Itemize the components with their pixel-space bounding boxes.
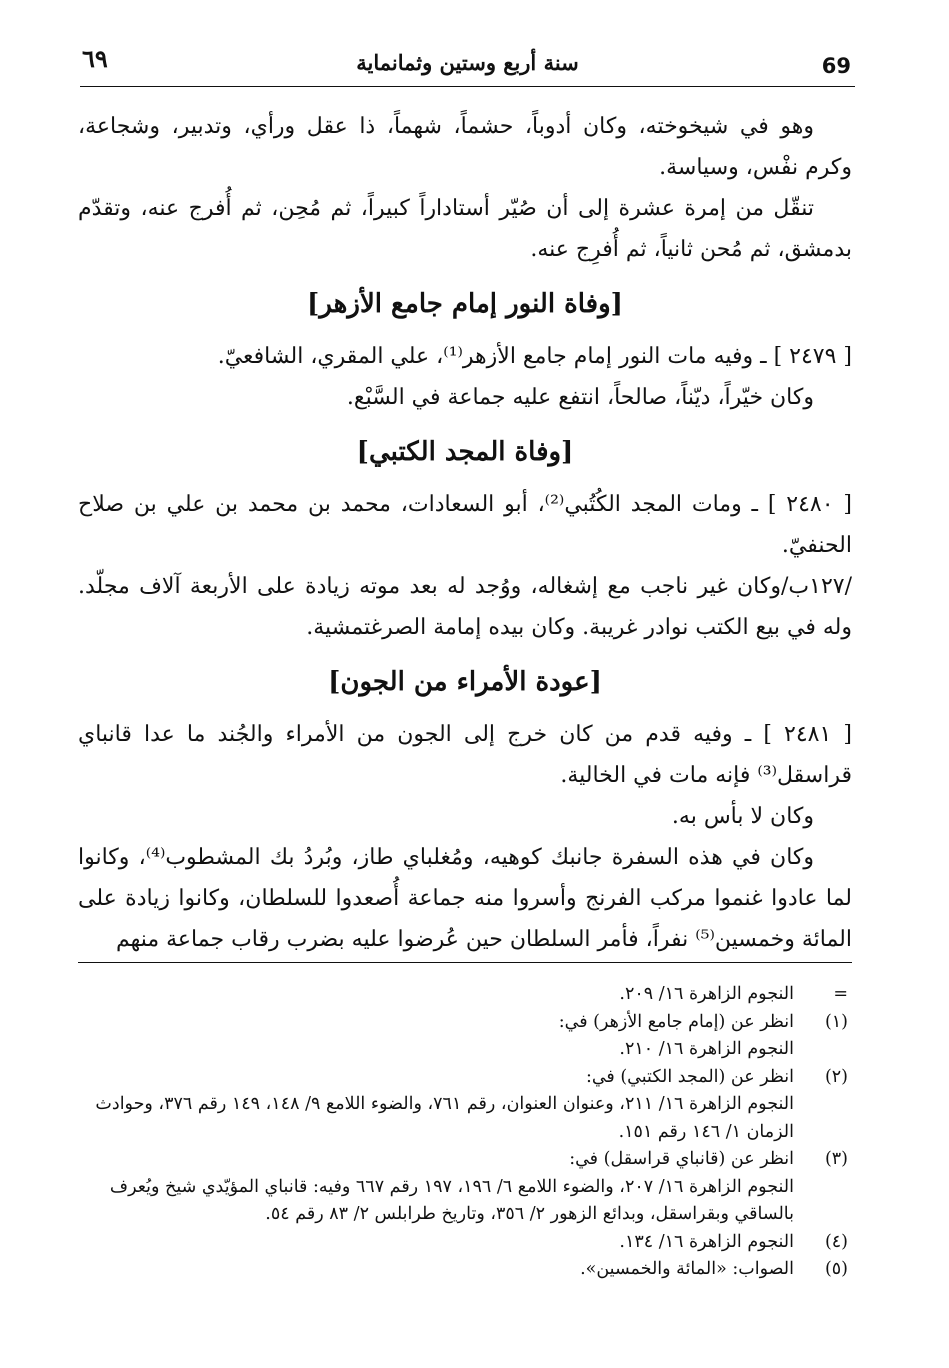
running-title: سنة أربع وستين وثمانماية — [356, 50, 579, 75]
paragraph: تنقّل من إمرة عشرة إلى أن صُيّر أستاداراً كبيراً، ثم مُحِن، ثم أُفرج عنه، وتقدّم بدمشق، ثم مُحن ثانياً، ثم أُفرِج عنه. — [78, 196, 852, 262]
section-heading: [وفاة النور إمام جامع الأزهر] — [307, 289, 623, 319]
paragraph: /١٢٧ب/وكان غير ناجب مع إشغاله، ووُجد له بعد موته زيادة على الأربعة آلاف مجلّد. وله في بيع الكتب نوادر غريبة. وكان بيده إمامة الصرغتمشية. — [78, 574, 852, 640]
footnote-1-source: النجوم الزاهرة ١٦/ ٢١٠. — [619, 1039, 794, 1059]
main-text — [78, 106, 852, 960]
footnote-text: النجوم الزاهرة ١٦/ ٢٠٩. — [619, 984, 794, 1004]
footnote-text: انظر عن (قانباي قراسقل) في: — [569, 1149, 794, 1169]
footnote-marker: (٢) — [824, 1066, 848, 1087]
footnote-text: الصواب: «المائة والخمسين». — [580, 1259, 794, 1279]
paragraph: وكان في هذه السفرة جانبك كوهيه، ومُغلباي طاز، وبُردُ بك المشطوب⁽⁴⁾، وكانوا لما عادوا غنموا مركب الفرنج وأسروا منه جماعة أُصعدوا للسلطان، وكانوا زيادة على المائة وخمسين⁽⁵⁾ نفراً، فأمر السلطان حين عُرضوا عليه بضرب رقاب جماعة منهم — [78, 845, 852, 952]
footnote-marker: (٣) — [824, 1149, 848, 1169]
section-heading: [عودة الأمراء من الجون] — [328, 667, 602, 697]
footnote-continued — [78, 981, 852, 1009]
paragraph: وكان خيّراً، ديّناً، صالحاً، انتفع عليه جماعة في السَّبْع. — [346, 385, 814, 410]
entry-2480: [ ٢٤٨٠ ] ـ ومات المجد الكُتُبي⁽²⁾، أبو السعادات، محمد بن محمد بن علي بن صلاح الحنفيّ. — [78, 492, 852, 558]
page-number-latin: 69 — [821, 54, 851, 78]
footnote-2 — [78, 1064, 852, 1092]
section-heading: [وفاة المجد الكتبي] — [356, 437, 574, 467]
footnote-marker: (١) — [824, 1011, 848, 1032]
paragraph: وكان لا بأس به. — [671, 804, 814, 829]
footnote-2-source: النجوم الزاهرة ١٦/ ٢١١، وعنوان العنوان، رقم ٧٦١، والضوء اللامع ٩/ ١٤٨، ١٤٩ رقم ٣٧٦، وحوادث الزمان ١/ ١٤٦ رقم ١٥١. — [95, 1094, 794, 1142]
footnote-marker: (٤) — [824, 1231, 848, 1252]
footnote-4 — [78, 1229, 852, 1257]
entry-2479: [ ٢٤٧٩ ] ـ وفيه مات النور إمام جامع الأزهر⁽¹⁾، علي المقري، الشافعيّ. — [217, 344, 852, 369]
entry-2481: [ ٢٤٨١ ] ـ وفيه قدم من كان خرج إلى الجون من الأمراء والجُند ما عدا قانباي قراسقل⁽³⁾ فإنه مات في الخالية. — [78, 722, 852, 788]
footnote-marker: (٥) — [824, 1259, 848, 1279]
footnote-3 — [78, 1146, 852, 1174]
footnote-5 — [78, 1256, 852, 1284]
footnote-text: النجوم الزاهرة ١٦/ ١٣٤. — [619, 1231, 794, 1252]
footnote-text: انظر عن (إمام جامع الأزهر) في: — [558, 1011, 794, 1032]
footnote-marker: = — [833, 984, 848, 1004]
paragraph: وهو في شيخوخته، وكان أدوباً، حشماً، شهماً، ذا عقل ورأي، وتدبير، وشجاعة، وكرم نفْس، وسياسة. — [78, 114, 852, 180]
page-header — [80, 40, 855, 87]
footnote-text: انظر عن (المجد الكتبي) في: — [585, 1066, 794, 1087]
footnotes — [78, 962, 852, 1284]
footnote-3-source: النجوم الزاهرة ١٦/ ٢٠٧، والضوء اللامع ٦/ ١٩٦، ١٩٧ رقم ٦٦٧ وفيه: قانباي المؤيّدي شيخ ويُعرف بالساقي وبقراسقل، وبدائع الزهور ٢/ ٣٥٦، وتاريخ طرابلس ٢/ ٨٣ رقم ٥٤. — [109, 1176, 794, 1224]
footnote-1 — [78, 1009, 852, 1037]
page-number-arabic: ٦٩ — [82, 44, 108, 73]
